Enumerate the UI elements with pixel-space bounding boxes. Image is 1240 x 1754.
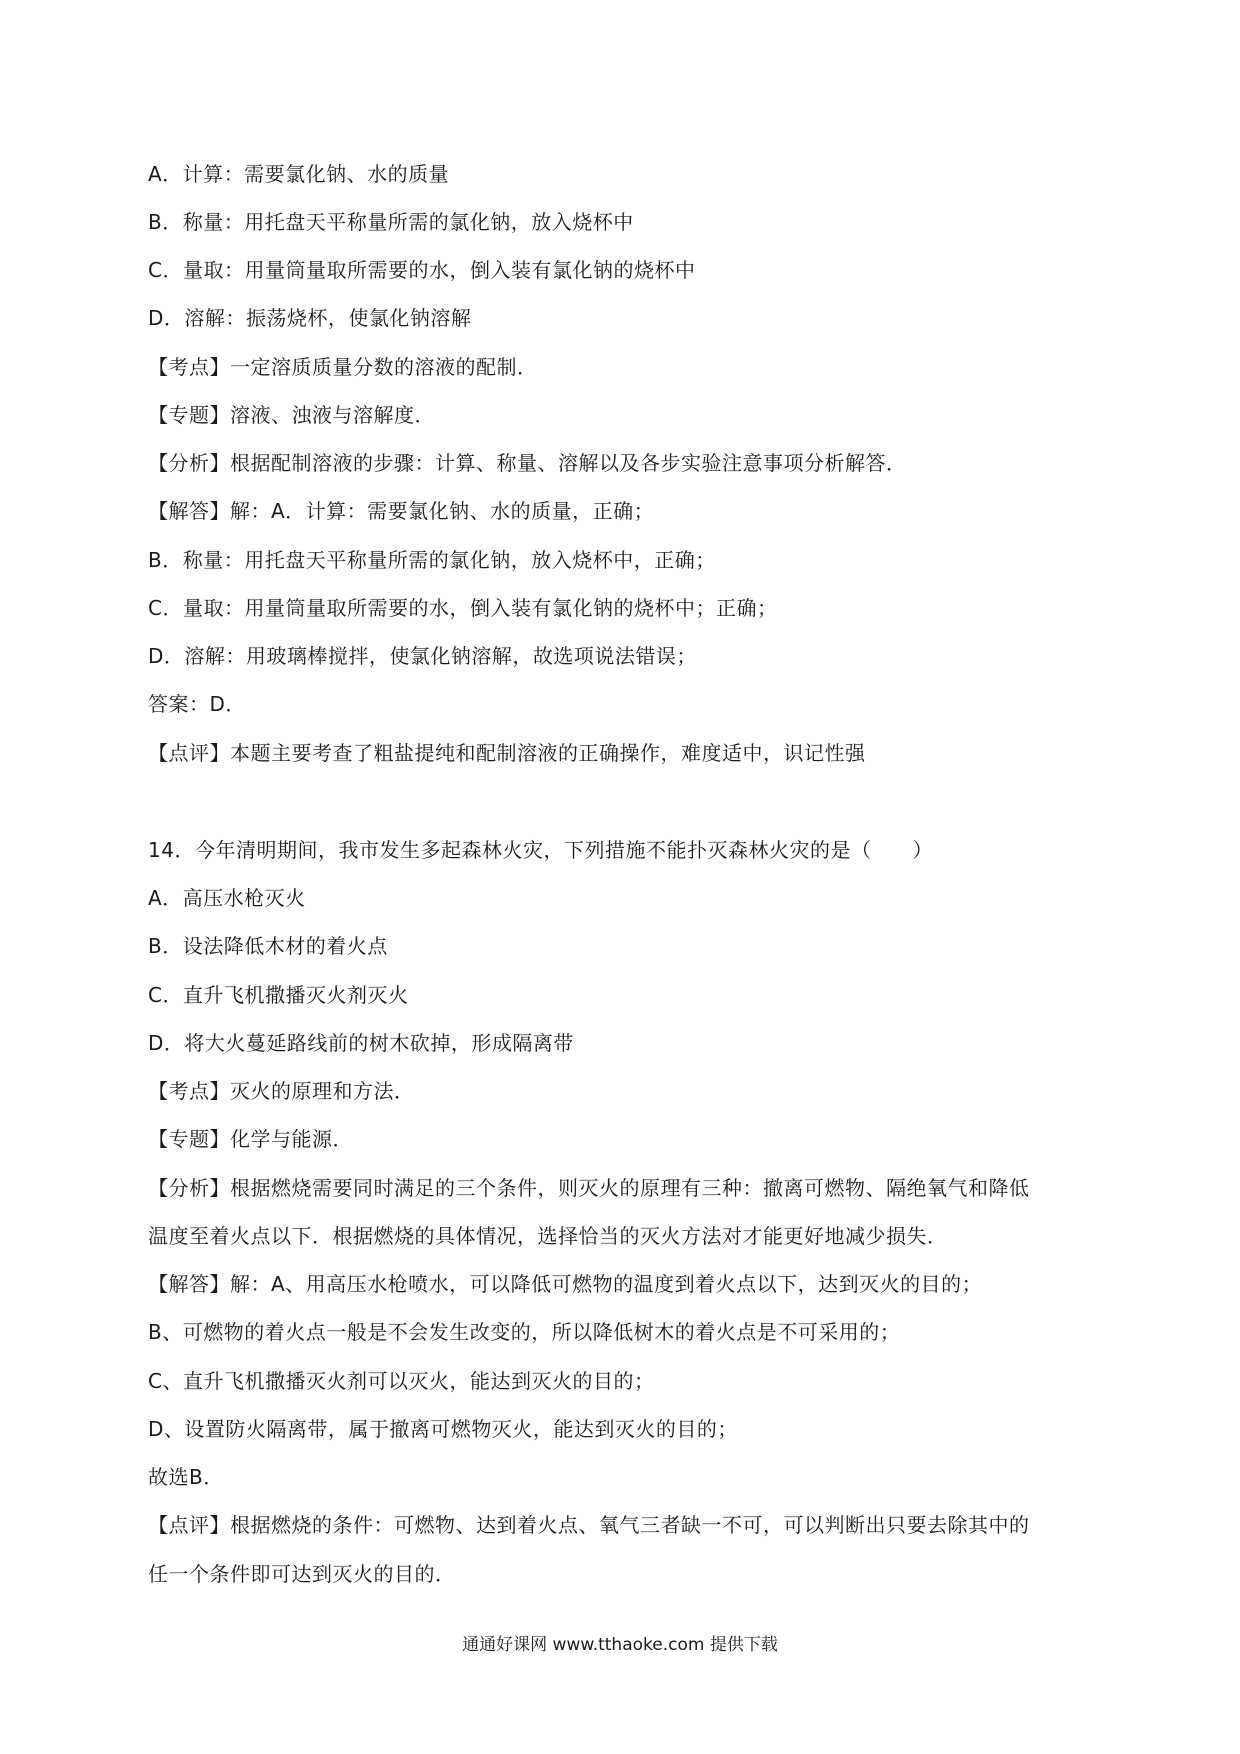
question-14: 14．今年清明期间，我市发生多起森林火灾，下列措施不能扑灭森林火灾的是（ ） [148,838,933,862]
jieda-13-d: D．溶解：用玻璃棒搅拌，使氯化钠溶解，故选项说法错误； [148,644,697,668]
q14-option-b: B．设法降低木材的着火点 [148,934,388,958]
jieda-13: 【解答】解：A．计算：需要氯化钠、水的质量，正确； [148,499,655,523]
dianping-13: 【点评】本题主要考查了粗盐提纯和配制溶液的正确操作，难度适中，识记性强 [148,741,866,765]
zhuanti-13: 【专题】溶液、浊液与溶解度． [148,403,435,427]
page-footer: 通通好课网 www.tthaoke.com 提供下载 [462,1635,778,1655]
option-d-dissolve: D．溶解：振荡烧杯，使氯化钠溶解 [148,306,472,330]
answer-14: 故选B． [148,1465,224,1489]
jieda-14-b: B、可燃物的着火点一般是不会发生改变的，所以降低树木的着火点是不可采用的； [148,1320,901,1344]
jieda-14: 【解答】解：A、用高压水枪喷水，可以降低可燃物的温度到着火点以下，达到灭火的目的； [148,1272,983,1296]
answer-13: 答案：D． [148,692,246,716]
jieda-13-c: C．量取：用量筒量取所需要的水，倒入装有氯化钠的烧杯中；正确； [148,596,778,620]
q14-option-a: A．高压水枪灭火 [148,886,306,910]
q14-option-c: C．直升飞机撒播灭火剂灭火 [148,983,409,1007]
dianping-14-cont: 任一个条件即可达到灭火的目的． [148,1562,456,1586]
kaodian-14: 【考点】灭火的原理和方法． [148,1079,415,1103]
jieda-13-b: B．称量：用托盘天平称量所需的氯化钠，放入烧杯中，正确； [148,548,716,572]
jieda-14-d: D、设置防火隔离带，属于撤离可燃物灭火，能达到灭火的目的； [148,1417,738,1441]
fenxi-14: 【分析】根据燃烧需要同时满足的三个条件，则灭火的原理有三种：撤离可燃物、隔绝氧气和降低 [148,1176,1030,1200]
option-c-measure: C．量取：用量筒量取所需要的水，倒入装有氯化钠的烧杯中 [148,258,696,282]
fenxi-13: 【分析】根据配制溶液的步骤：计算、称量、溶解以及各步实验注意事项分析解答． [148,451,907,475]
fenxi-14-cont: 温度至着火点以下．根据燃烧的具体情况，选择恰当的灭火方法对才能更好地减少损失． [148,1224,948,1248]
option-a-calc: A．计算：需要氯化钠、水的质量 [148,162,450,186]
q14-option-d: D．将大火蔓延路线前的树木砍掉，形成隔离带 [148,1031,574,1055]
dianping-14: 【点评】根据燃烧的条件：可燃物、达到着火点、氧气三者缺一不可，可以判断出只要去除其中的 [148,1513,1030,1537]
jieda-14-c: C、直升飞机撒播灭火剂可以灭火，能达到灭火的目的； [148,1369,655,1393]
option-b-weigh: B．称量：用托盘天平称量所需的氯化钠，放入烧杯中 [148,210,634,234]
kaodian-13: 【考点】一定溶质质量分数的溶液的配制． [148,355,538,379]
zhuanti-14: 【专题】化学与能源． [148,1127,353,1151]
